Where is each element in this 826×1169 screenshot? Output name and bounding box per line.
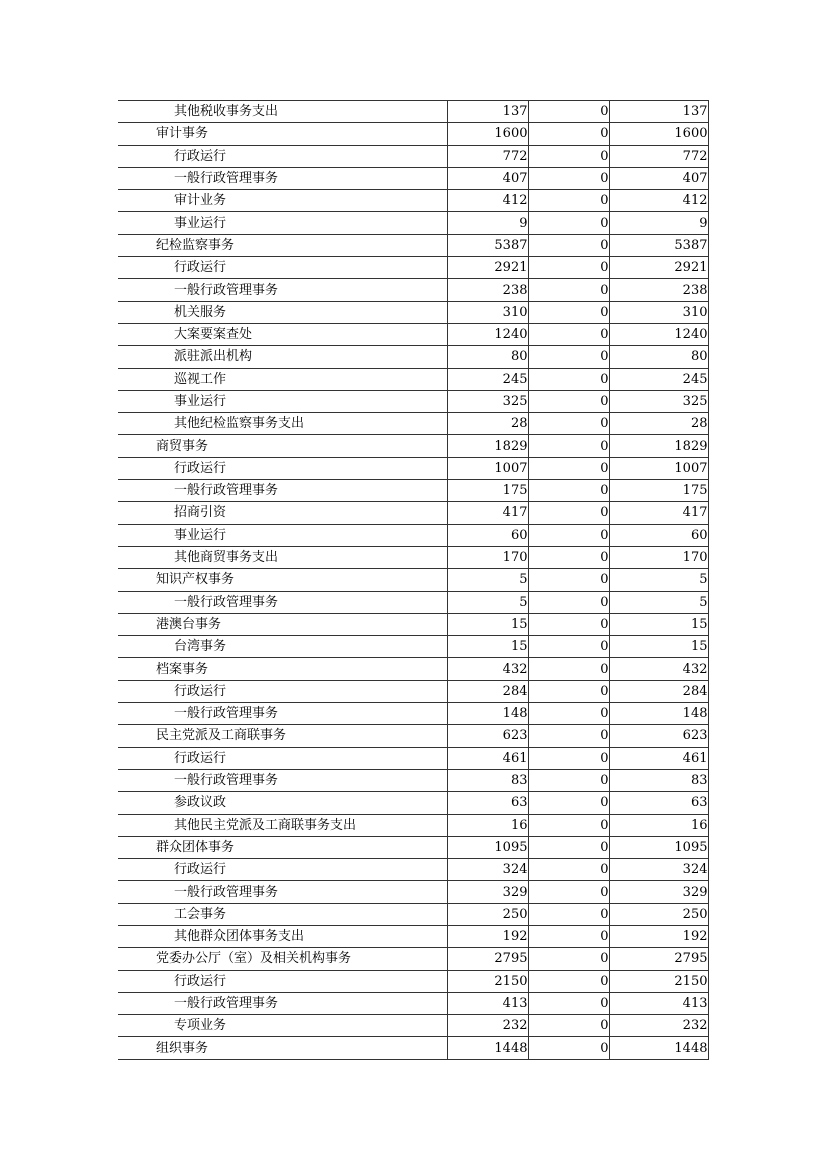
amount-cell-3: 137: [609, 101, 708, 123]
subitem-name-cell: 工会事务: [118, 903, 447, 925]
amount-cell-3: 329: [609, 881, 708, 903]
subitem-name-cell: 一般行政管理事务: [118, 480, 447, 502]
amount-cell-3: 250: [609, 903, 708, 925]
table-row: [118, 368, 708, 390]
amount-cell-3: 60: [609, 524, 708, 546]
table-row: [118, 279, 708, 301]
amount-cell-3: 461: [609, 747, 708, 769]
table-row: [118, 613, 708, 635]
subitem-name-cell: 巡视工作: [118, 368, 447, 390]
amount-cell-2: 0: [528, 323, 609, 345]
table-row: [118, 747, 708, 769]
amount-cell-3: 325: [609, 390, 708, 412]
table-row: [118, 591, 708, 613]
table-row: [118, 658, 708, 680]
amount-cell-2: 0: [528, 413, 609, 435]
amount-cell-3: 148: [609, 703, 708, 725]
amount-cell-2: 0: [528, 747, 609, 769]
amount-cell-3: 284: [609, 680, 708, 702]
amount-cell-2: 0: [528, 769, 609, 791]
subitem-name-cell: 一般行政管理事务: [118, 992, 447, 1014]
amount-cell-2: 0: [528, 457, 609, 479]
amount-cell-1: 192: [447, 925, 528, 947]
amount-cell-1: 413: [447, 992, 528, 1014]
amount-cell-3: 413: [609, 992, 708, 1014]
amount-cell-2: 0: [528, 613, 609, 635]
table-row: [118, 480, 708, 502]
subitem-name-cell: 事业运行: [118, 212, 447, 234]
subitem-name-cell: 行政运行: [118, 145, 447, 167]
amount-cell-2: 0: [528, 925, 609, 947]
amount-cell-3: 5: [609, 569, 708, 591]
amount-cell-3: 238: [609, 279, 708, 301]
subitem-name-cell: 行政运行: [118, 970, 447, 992]
amount-cell-3: 412: [609, 190, 708, 212]
subitem-name-cell: 其他民主党派及工商联事务支出: [118, 814, 447, 836]
amount-cell-2: 0: [528, 546, 609, 568]
amount-cell-1: 137: [447, 101, 528, 123]
subitem-name-cell: 其他群众团体事务支出: [118, 925, 447, 947]
category-name-cell: 审计事务: [118, 123, 447, 145]
amount-cell-3: 245: [609, 368, 708, 390]
amount-cell-2: 0: [528, 346, 609, 368]
table-row: [118, 636, 708, 658]
amount-cell-2: 0: [528, 881, 609, 903]
amount-cell-1: 63: [447, 792, 528, 814]
subitem-name-cell: 行政运行: [118, 457, 447, 479]
amount-cell-1: 417: [447, 502, 528, 524]
amount-cell-1: 83: [447, 769, 528, 791]
amount-cell-1: 432: [447, 658, 528, 680]
amount-cell-1: 284: [447, 680, 528, 702]
amount-cell-1: 5: [447, 591, 528, 613]
table-row: [118, 992, 708, 1014]
subitem-name-cell: 参政议政: [118, 792, 447, 814]
table-row: [118, 413, 708, 435]
table-row: [118, 680, 708, 702]
table-row: [118, 167, 708, 189]
amount-cell-1: 232: [447, 1015, 528, 1037]
subitem-name-cell: 一般行政管理事务: [118, 279, 447, 301]
amount-cell-2: 0: [528, 591, 609, 613]
amount-cell-3: 170: [609, 546, 708, 568]
amount-cell-1: 60: [447, 524, 528, 546]
subitem-name-cell: 派驻派出机构: [118, 346, 447, 368]
amount-cell-3: 192: [609, 925, 708, 947]
amount-cell-2: 0: [528, 725, 609, 747]
amount-cell-1: 80: [447, 346, 528, 368]
table-row: [118, 257, 708, 279]
category-name-cell: 党委办公厅（室）及相关机构事务: [118, 948, 447, 970]
amount-cell-2: 0: [528, 1037, 609, 1059]
amount-cell-3: 324: [609, 859, 708, 881]
amount-cell-1: 1095: [447, 836, 528, 858]
table-row: [118, 390, 708, 412]
table-row: [118, 435, 708, 457]
table-row: [118, 1037, 708, 1059]
amount-cell-3: 1829: [609, 435, 708, 457]
amount-cell-1: 2921: [447, 257, 528, 279]
amount-cell-1: 329: [447, 881, 528, 903]
subitem-name-cell: 事业运行: [118, 524, 447, 546]
category-name-cell: 纪检监察事务: [118, 234, 447, 256]
table-row: [118, 1015, 708, 1037]
table-row: [118, 769, 708, 791]
subitem-name-cell: 招商引资: [118, 502, 447, 524]
table-row: [118, 524, 708, 546]
subitem-name-cell: 审计业务: [118, 190, 447, 212]
amount-cell-3: 83: [609, 769, 708, 791]
table-row: [118, 123, 708, 145]
category-name-cell: 商贸事务: [118, 435, 447, 457]
amount-cell-1: 1448: [447, 1037, 528, 1059]
table-row: [118, 859, 708, 881]
amount-cell-2: 0: [528, 792, 609, 814]
budget-table-body: [118, 101, 708, 1060]
table-row: [118, 346, 708, 368]
amount-cell-2: 0: [528, 257, 609, 279]
category-name-cell: 知识产权事务: [118, 569, 447, 591]
amount-cell-2: 0: [528, 814, 609, 836]
amount-cell-1: 325: [447, 390, 528, 412]
amount-cell-3: 310: [609, 301, 708, 323]
amount-cell-2: 0: [528, 190, 609, 212]
category-name-cell: 档案事务: [118, 658, 447, 680]
amount-cell-2: 0: [528, 992, 609, 1014]
amount-cell-2: 0: [528, 524, 609, 546]
amount-cell-3: 2921: [609, 257, 708, 279]
table-row: [118, 502, 708, 524]
amount-cell-2: 0: [528, 435, 609, 457]
table-row: [118, 814, 708, 836]
amount-cell-2: 0: [528, 703, 609, 725]
subitem-name-cell: 事业运行: [118, 390, 447, 412]
amount-cell-1: 1240: [447, 323, 528, 345]
table-row: [118, 970, 708, 992]
amount-cell-1: 28: [447, 413, 528, 435]
amount-cell-2: 0: [528, 970, 609, 992]
amount-cell-3: 772: [609, 145, 708, 167]
table-row: [118, 703, 708, 725]
amount-cell-3: 432: [609, 658, 708, 680]
amount-cell-2: 0: [528, 1015, 609, 1037]
amount-cell-3: 417: [609, 502, 708, 524]
amount-cell-3: 2795: [609, 948, 708, 970]
subitem-name-cell: 一般行政管理事务: [118, 167, 447, 189]
subitem-name-cell: 大案要案查处: [118, 323, 447, 345]
amount-cell-1: 15: [447, 613, 528, 635]
amount-cell-2: 0: [528, 859, 609, 881]
table-row: [118, 101, 708, 123]
amount-cell-1: 238: [447, 279, 528, 301]
amount-cell-1: 772: [447, 145, 528, 167]
amount-cell-2: 0: [528, 234, 609, 256]
subitem-name-cell: 一般行政管理事务: [118, 591, 447, 613]
amount-cell-1: 412: [447, 190, 528, 212]
amount-cell-3: 9: [609, 212, 708, 234]
amount-cell-1: 623: [447, 725, 528, 747]
category-name-cell: 港澳台事务: [118, 613, 447, 635]
amount-cell-2: 0: [528, 658, 609, 680]
amount-cell-3: 5387: [609, 234, 708, 256]
amount-cell-3: 407: [609, 167, 708, 189]
amount-cell-3: 1240: [609, 323, 708, 345]
amount-cell-3: 80: [609, 346, 708, 368]
subitem-name-cell: 行政运行: [118, 747, 447, 769]
amount-cell-1: 175: [447, 480, 528, 502]
table-row: [118, 234, 708, 256]
amount-cell-1: 15: [447, 636, 528, 658]
subitem-name-cell: 其他商贸事务支出: [118, 546, 447, 568]
amount-cell-1: 407: [447, 167, 528, 189]
amount-cell-2: 0: [528, 502, 609, 524]
amount-cell-3: 1600: [609, 123, 708, 145]
amount-cell-1: 9: [447, 212, 528, 234]
amount-cell-3: 1007: [609, 457, 708, 479]
amount-cell-3: 15: [609, 636, 708, 658]
amount-cell-3: 28: [609, 413, 708, 435]
amount-cell-2: 0: [528, 836, 609, 858]
amount-cell-2: 0: [528, 636, 609, 658]
subitem-name-cell: 行政运行: [118, 257, 447, 279]
category-name-cell: 组织事务: [118, 1037, 447, 1059]
amount-cell-1: 2795: [447, 948, 528, 970]
subitem-name-cell: 行政运行: [118, 680, 447, 702]
amount-cell-3: 63: [609, 792, 708, 814]
amount-cell-2: 0: [528, 680, 609, 702]
subitem-name-cell: 机关服务: [118, 301, 447, 323]
table-row: [118, 145, 708, 167]
amount-cell-1: 461: [447, 747, 528, 769]
amount-cell-3: 2150: [609, 970, 708, 992]
amount-cell-1: 245: [447, 368, 528, 390]
table-row: [118, 903, 708, 925]
amount-cell-3: 16: [609, 814, 708, 836]
amount-cell-1: 16: [447, 814, 528, 836]
amount-cell-2: 0: [528, 279, 609, 301]
table-row: [118, 457, 708, 479]
amount-cell-2: 0: [528, 390, 609, 412]
amount-cell-2: 0: [528, 903, 609, 925]
amount-cell-3: 5: [609, 591, 708, 613]
table-row: [118, 836, 708, 858]
amount-cell-1: 2150: [447, 970, 528, 992]
amount-cell-2: 0: [528, 480, 609, 502]
amount-cell-2: 0: [528, 948, 609, 970]
table-row: [118, 546, 708, 568]
amount-cell-1: 324: [447, 859, 528, 881]
amount-cell-3: 175: [609, 480, 708, 502]
subitem-name-cell: 台湾事务: [118, 636, 447, 658]
amount-cell-2: 0: [528, 368, 609, 390]
amount-cell-3: 623: [609, 725, 708, 747]
table-row: [118, 725, 708, 747]
table-row: [118, 190, 708, 212]
subitem-name-cell: 专项业务: [118, 1015, 447, 1037]
amount-cell-2: 0: [528, 101, 609, 123]
table-row: [118, 948, 708, 970]
amount-cell-3: 1448: [609, 1037, 708, 1059]
subitem-name-cell: 行政运行: [118, 859, 447, 881]
amount-cell-2: 0: [528, 167, 609, 189]
amount-cell-1: 310: [447, 301, 528, 323]
table-row: [118, 569, 708, 591]
amount-cell-1: 148: [447, 703, 528, 725]
category-name-cell: 民主党派及工商联事务: [118, 725, 447, 747]
amount-cell-3: 15: [609, 613, 708, 635]
amount-cell-2: 0: [528, 212, 609, 234]
amount-cell-3: 1095: [609, 836, 708, 858]
amount-cell-2: 0: [528, 123, 609, 145]
table-row: [118, 792, 708, 814]
amount-cell-2: 0: [528, 145, 609, 167]
table-row: [118, 925, 708, 947]
table-row: [118, 212, 708, 234]
amount-cell-1: 1600: [447, 123, 528, 145]
subitem-name-cell: 一般行政管理事务: [118, 881, 447, 903]
amount-cell-1: 1829: [447, 435, 528, 457]
amount-cell-1: 1007: [447, 457, 528, 479]
amount-cell-1: 170: [447, 546, 528, 568]
amount-cell-3: 232: [609, 1015, 708, 1037]
subitem-name-cell: 一般行政管理事务: [118, 769, 447, 791]
table-row: [118, 881, 708, 903]
amount-cell-2: 0: [528, 301, 609, 323]
table-row: [118, 323, 708, 345]
budget-table: [118, 100, 709, 1060]
amount-cell-1: 5: [447, 569, 528, 591]
subitem-name-cell: 一般行政管理事务: [118, 703, 447, 725]
table-row: [118, 301, 708, 323]
amount-cell-1: 250: [447, 903, 528, 925]
subitem-name-cell: 其他纪检监察事务支出: [118, 413, 447, 435]
amount-cell-1: 5387: [447, 234, 528, 256]
amount-cell-2: 0: [528, 569, 609, 591]
category-name-cell: 群众团体事务: [118, 836, 447, 858]
subitem-name-cell: 其他税收事务支出: [118, 101, 447, 123]
